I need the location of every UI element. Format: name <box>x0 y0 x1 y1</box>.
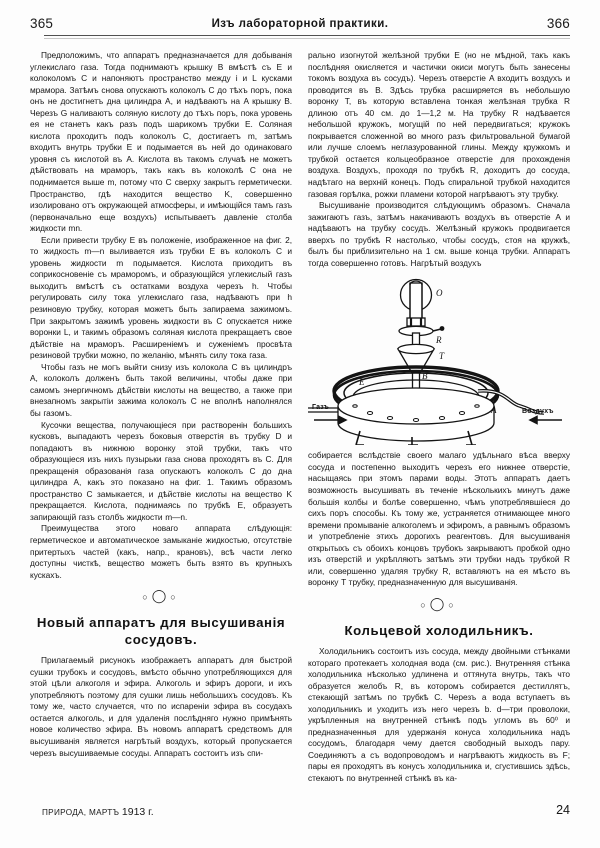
section-heading-drying-apparatus: Новый аппаратъ для высушиванія сосудовъ. <box>36 615 286 648</box>
footer-journal-name: ПРИРОДА, МАРТЪ <box>42 808 120 817</box>
two-column-body <box>30 50 570 795</box>
paragraph: Холодильникъ состоитъ изъ сосуда, между двойными стѣнками котораго протекаетъ холодная вода (см. рис.). Внутренняя стѣнка холодильника нѣсколько удлинена и оттянута внутрь, такъ что образуется желобъ R, въ которомъ собирается дестиллятъ, стекающій затѣмъ по трубкѣ C. Черезъ a вода вступаетъ въ холодильникъ и уходитъ изъ него черезъ b. d—три проволоки, укрѣпленныя на внутренней стѣнкѣ подъ угломъ въ 60⁰ и предназначенныя для удержанія конуса холодильника надъ сосудомъ, благодаря чему дается свободный выходъ пару. Соединяютъ a съ водопроводомъ и нагрѣваютъ жидкость въ F; пары ея проходятъ въ конусъ холодильника и, сгустившись здѣсь, стекаютъ по внутренней стѣнкѣ въ ка- <box>308 645 570 783</box>
page-footer <box>42 803 570 824</box>
figure-label-r: R <box>436 335 442 346</box>
footer-signature-number: 24 <box>556 803 570 817</box>
paragraph: Кусочки вещества, получающіеся при растворенін большихъ кусковъ, выпадаютъ черезъ боковыя отверстія въ трубку D и попадаютъ въ нижнюю воронку этой трубки, такъ что образующіеся изъ нихъ пузырьки газа снова проходятъ въ C. Для прекращенія образованія газа опускаютъ колоколъ C до дна цилиндра A, какъ это показано на фиг. 1. Такимъ образомъ пространство C замыкается, и дѣйствіе кислоты на вещество K прекращается. Кислота, поднимаясь по трубкѣ E, образуетъ запирающій газъ столбъ жидкости m—n. <box>30 419 292 522</box>
figure-drying-apparatus <box>308 273 570 445</box>
figure-label-b: B <box>422 371 428 382</box>
footer-imprint <box>42 806 154 818</box>
folio-left: 365 <box>30 16 54 31</box>
ornament-small-right: ○ <box>170 592 180 603</box>
section-ornament <box>308 595 570 611</box>
paragraph: Если привести трубку E въ положеніе, изображенное на фиг. 2, то жидкость m—n выливается изъ трубки E въ колоколъ C и уровень жидкости m подымается. Кислота приходитъ въ соприкосновеніе съ мраморомъ, и образующійся углекислый газъ выходитъ вмѣстѣ съ остатками воздуха черезъ h. Чтобы регулировать силу тока углекислаго газа, надѣваютъ при h резиновую трубку, которая можетъ быть запираема зажимомъ. При закрытомъ зажимѣ уровень жидкости въ C опускается ниже воронки L, и такимъ образомъ соляная кислота прекращаетъ свое дѣйствіе на мраморъ. Расширеніемъ и суженіемъ просвѣта резиновой трубки можно, по желанію, мѣнять силу тока газа. <box>30 234 292 361</box>
figure-caption-gas: Газъ <box>312 404 330 412</box>
header-rule-secondary <box>44 38 570 39</box>
column-left <box>30 50 292 795</box>
column-right <box>308 50 570 795</box>
header-rule <box>44 35 570 36</box>
figure-label-e: E <box>359 377 365 388</box>
running-head-title: Изъ лабораторной практики. <box>211 18 389 30</box>
paragraph: Прилагаемый рисунокъ изображаетъ аппаратъ для быстрой сушки трубокъ и сосудовъ, вмѣсто обычно употребляющихся для этой цѣли алкоголя и эфира. Алкоголь и эфиръ дороги, и ихъ употребляютъ поэтому для сушки лишь небольшихъ сосудовъ. Къ тому же, часто случается, что по испареніи эфира въ сосудахъ остается алкоголь, и для удаленія послѣдняго нужно примѣнять новое количество эфира. Въ новомъ аппаратѣ средствомъ для высушиванія является нагрѣтый воздухъ, который пропускается черезъ высушиваемые сосуды. Аппаратъ состоитъ изъ спи- <box>30 655 292 758</box>
footer-date: 1913 г. <box>121 806 154 818</box>
paragraph: Чтобы газъ не могъ выйти снизу изъ колокола C въ цилиндръ A, колоколъ долженъ быть такой величины, чтобы даже при самомъ энергичномъ дѣйствіи кислоты на вещество, а также при внезапномъ закрытіи зажима колоколъ C не вполнѣ наполнялся бы газомъ. <box>30 361 292 418</box>
ornament-circle: ◯ <box>429 595 449 611</box>
section-ornament <box>30 590 292 603</box>
paragraph: рально изогнутой желѣзной трубки E (но не мѣдной, такъ какъ послѣдняя окисляется и частички окиси могутъ быть занесены токомъ воздуха въ сосудъ). Черезъ отверстіе A входитъ воздухъ и проводится въ B. Здѣсь трубка расширяется въ небольшую воронку T, въ которую вставлена тонкая желѣзная трубка R длиною отъ 40 см. до 1—1,2 м. На трубку R надѣвается небольшой кружокъ, могущій по ней передвигаться; кружокъ покрывается сложенной во много разъ фильтровальной бумагой или лучше слоемъ неглазурованной глины. Между кружкомъ и трубкой остается кольцеобразное отверстіе для прохожденія воздуха. Воздухъ, проходя по трубкѣ R, доходитъ до сосуда, надѣтаго на верхній конецъ. Подъ спиральной трубкой находится газовая горѣлка, рожки пламени которой нагрѣваютъ эту трубку. <box>308 50 570 199</box>
running-head <box>30 14 570 40</box>
paragraph: собирается вслѣдствіе своего малаго удѣльнаго вѣса вверху сосуда и постепенно выходитъ черезъ его нижнее отверстіе, насыщаясь при этомъ парами воды. Этотъ аппаратъ даетъ возможность высушивать въ теченіе нѣсколькихъ минутъ даже большія колбы и болѣе совершенно, чѣмъ употреблявшіеся до сихъ поръ способы. Къ тому же, устраняется отнимающее много времени промываніе алкоголемъ и эфиромъ, а равнымъ образомъ и употребленіе этихъ дорогихъ реагентовъ. Для высушиванія открытыхъ съ обоихъ концовъ трубокъ закрываютъ пробкой одно изъ отверстій и укрѣпляютъ затѣмъ эти трубки надъ трубкой R или, совершенно удаляя трубку R, вставляютъ на ея мѣсто въ воронку T трубку, предназначенную для высушиванія. <box>308 450 570 588</box>
figure-label-o: O <box>436 288 443 299</box>
paragraph: Высушиваніе производится слѣдующимъ образомъ. Сначала зажигаютъ газъ, затѣмъ накачиваютъ воздухъ въ отверстіе A и надѣваютъ на трубку сосудъ. Желѣзный кружокъ продвигается вверхъ по трубкѣ R настолько, чтобы сосудъ, стоя на кружкѣ, былъ бы приблизительно на 1 см. выше конца трубки. Аппаратъ тогда совершенно готовъ. Нагрѣтый воздухъ <box>308 200 570 268</box>
ornament-small-left: ○ <box>420 599 430 610</box>
section-heading-ring-condenser: Кольцевой холодильникъ. <box>344 622 534 638</box>
paragraph: Преимущества этого новаго аппарата слѣдующія: герметическое и автоматическое замыканіе жидкостью, отсутствіе притертыхъ частей (какъ, напр., крановъ), всѣ части легко доступны чисткѣ, вещество можетъ быть взято въ крупныхъ кускахъ. <box>30 523 292 580</box>
ornament-small-left: ○ <box>142 592 152 603</box>
ornament-small-right: ○ <box>448 599 458 610</box>
figure-label-t: T <box>439 351 445 362</box>
folio-right: 366 <box>546 16 570 31</box>
ornament-circle: ◯ <box>151 588 171 604</box>
paragraph: Предположимъ, что аппаратъ предназначается для добыванія углекислаго газа. Тогда поднимаютъ крышку B вмѣстѣ съ E и колоколомъ C и напоняютъ пространство между i и L кусками мрамора. Затѣмъ снова опускаютъ колоколъ C до тѣхъ поръ, пока онъ не достигнетъ дна цилиндра A, и надѣваютъ на A крышку B. Черезъ G наливаютъ соляную кислоту до тѣхъ поръ, пока уровень ея не станетъ какъ разъ подъ шарикомъ трубки E. Соляная кислота проходитъ подъ колоколъ C, достигаетъ m, затѣмъ входитъ внутрь трубки E и подымается въ ней до одинаковаго уровня съ кислотой въ A. Кислота въ такомъ случаѣ не можетъ дѣйствовать на мраморъ, такъ какъ въ колоколѣ C она не поднимается выше m, потому что C сверху закрытъ герметически. Пространство, гдѣ находится вещество K, совершенно изолировано отъ окружающей атмосферы, и имѣющійся тамъ газъ (первоначально еще воздухъ) испытываетъ давленіе столба жидкости mn. <box>30 50 292 234</box>
figure-caption-air: Воздухъ <box>522 408 554 416</box>
figure-label-a: A <box>491 405 497 416</box>
